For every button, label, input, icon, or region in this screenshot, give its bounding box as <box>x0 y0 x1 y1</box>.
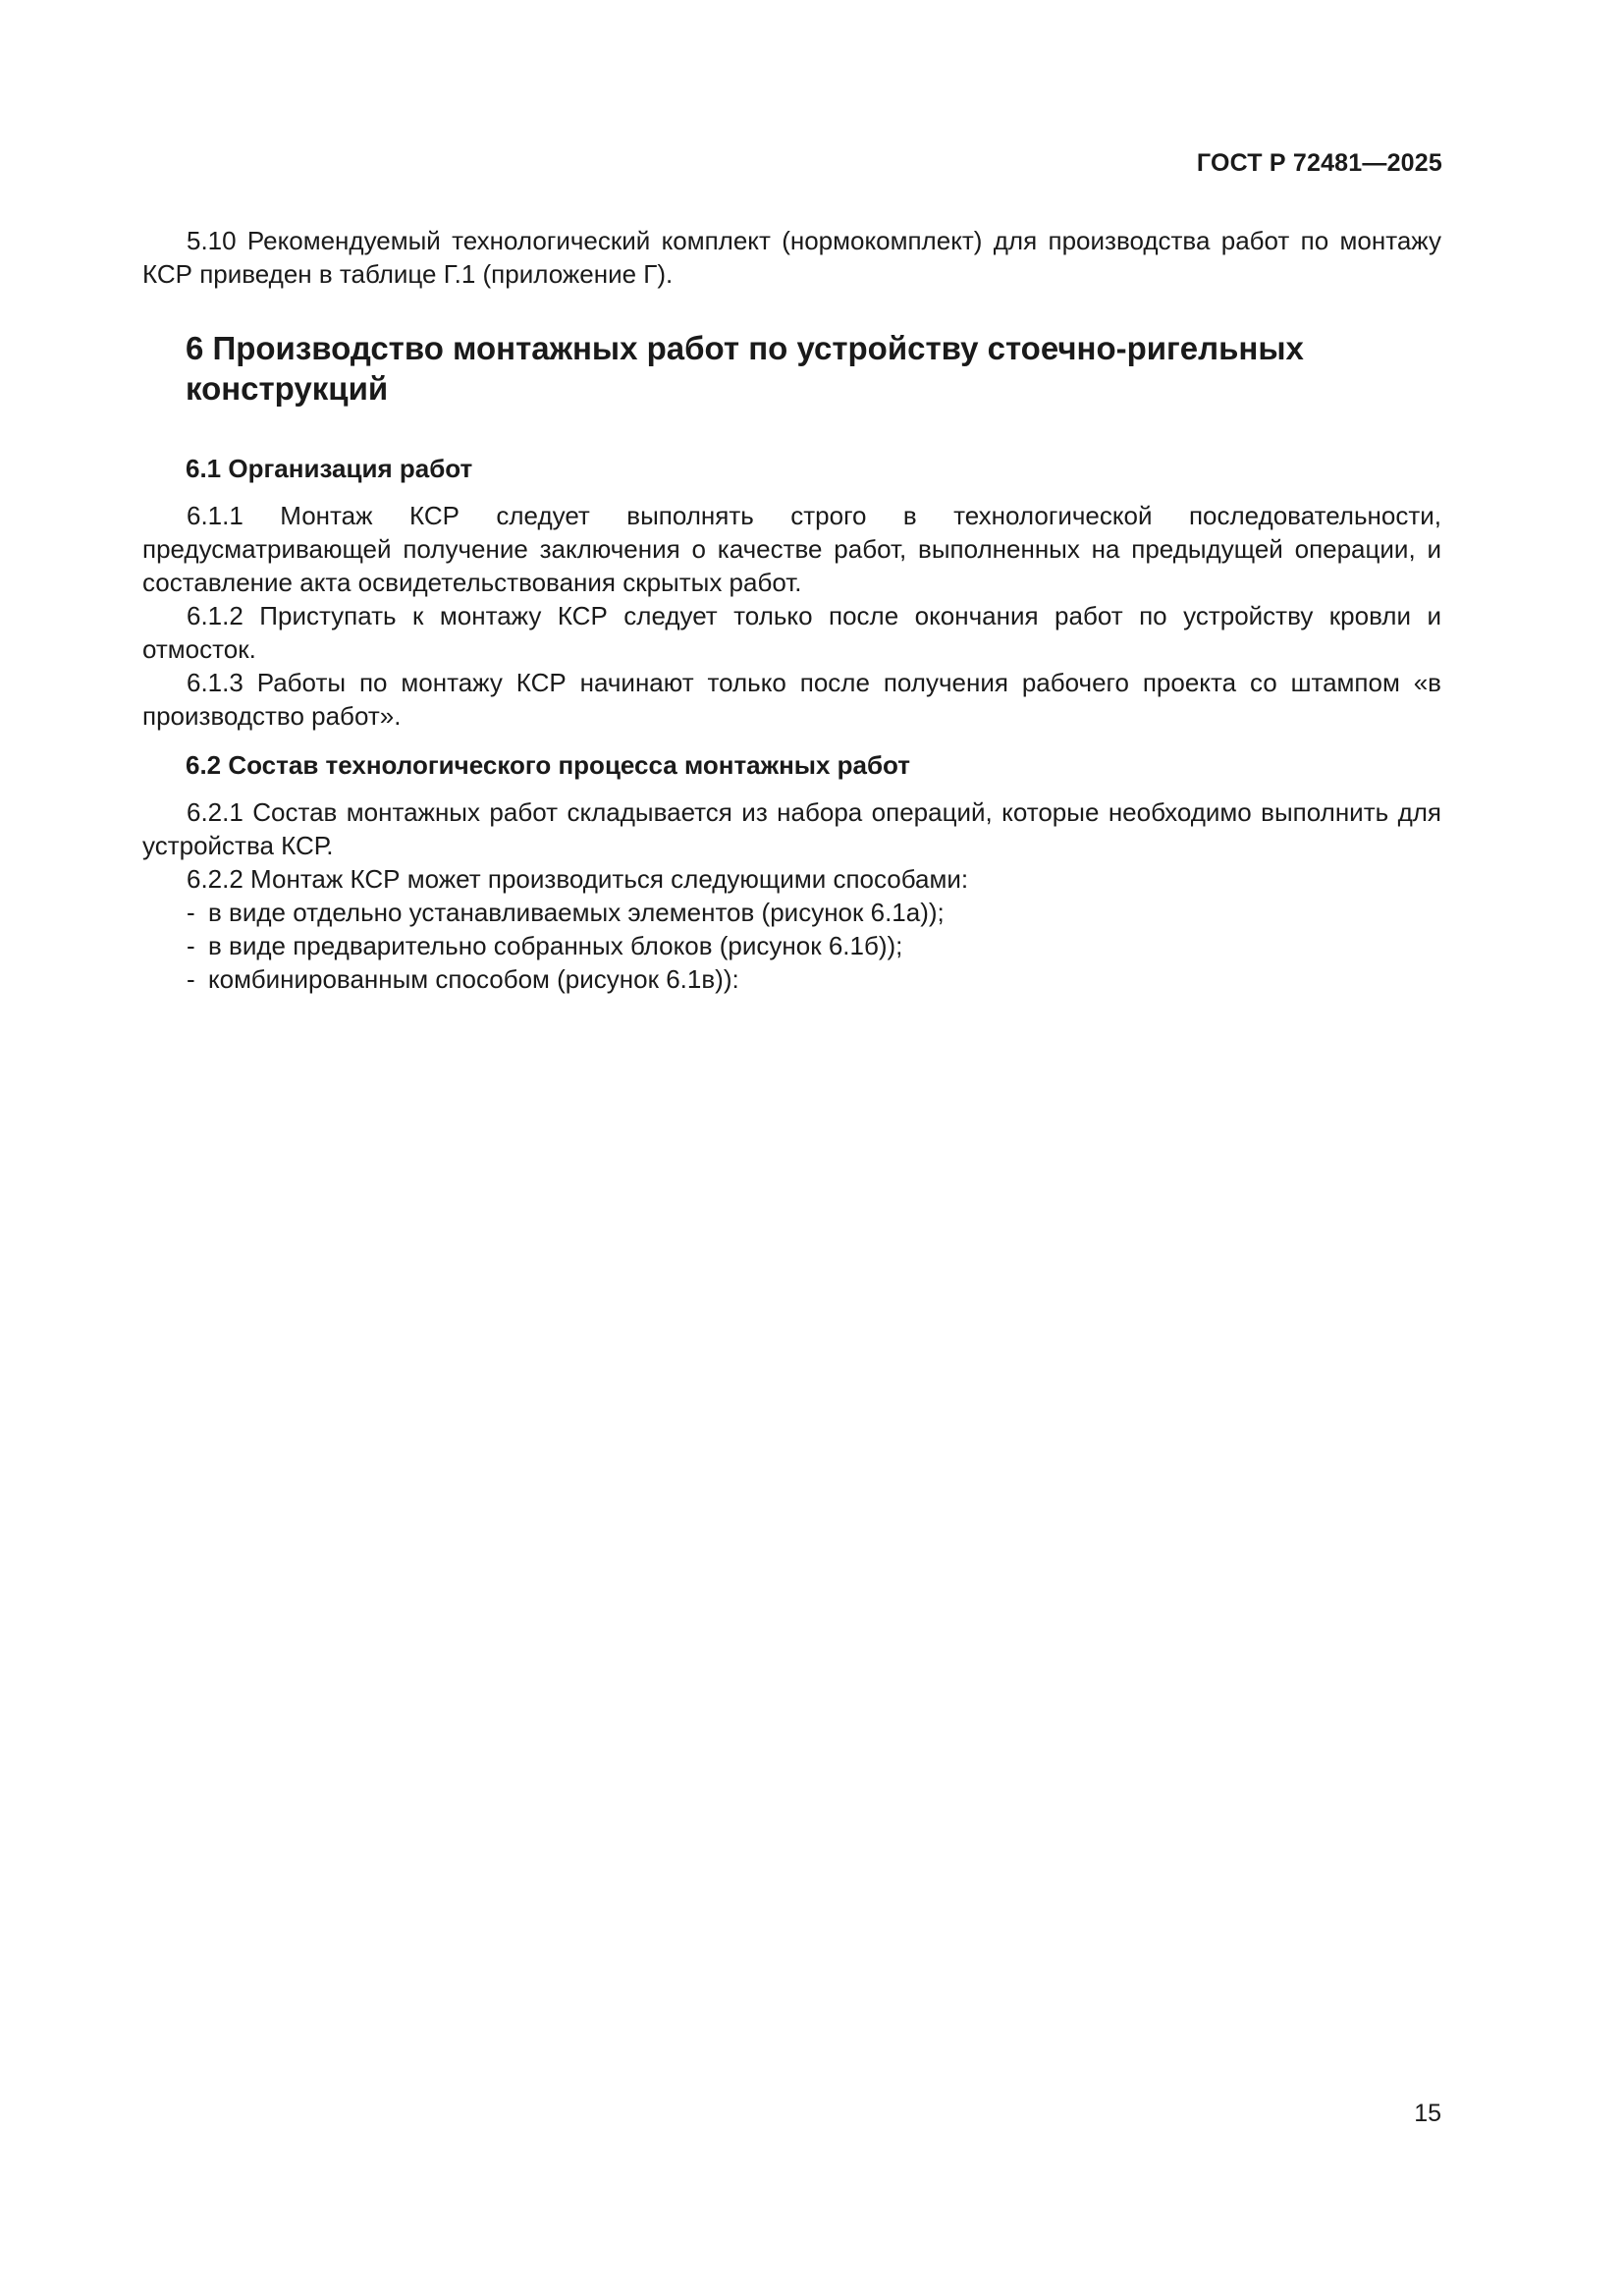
list-item-text: комбинированным способом (рисунок 6.1в)): <box>208 964 739 994</box>
paragraph-6-1-3: 6.1.3 Работы по монтажу КСР начинают только после получения рабочего проекта со штампом «в производство работ». <box>142 668 1441 731</box>
dash-bullet: - <box>187 898 195 927</box>
paragraph-6-1-2: 6.1.2 Приступать к монтажу КСР следует только после окончания работ по устройству кровли и отмосток. <box>142 601 1441 664</box>
paragraph-6-2-2: 6.2.2 Монтаж КСР может производиться следующими способами: <box>187 864 969 894</box>
list-item <box>142 962 1441 996</box>
list-item-text: в виде отдельно устанавливаемых элементов (рисунок 6.1а)); <box>208 898 945 927</box>
page-content <box>142 224 1441 996</box>
subsection-6-2-heading: 6.2 Состав технологического процесса монтажных работ <box>186 750 911 780</box>
list-item <box>142 929 1441 962</box>
paragraph-6-1-1: 6.1.1 Монтаж КСР следует выполнять строго в технологической последовательности, предусматривающей получение заключения о качестве работ, выполненных на предыдущей операции, и составление акта освидетельствования скрытых работ. <box>142 501 1441 597</box>
page-number: 15 <box>1414 2100 1441 2127</box>
list-item <box>142 896 1441 929</box>
paragraph-5-10: 5.10 Рекомендуемый технологический комплект (нормокомплект) для производства работ по монтажу КСР приведен в таблице Г.1 (приложение Г). <box>142 226 1441 289</box>
section-6-heading: 6 Производство монтажных работ по устройству стоечно-ригельных конструкций <box>186 330 1304 407</box>
paragraph-6-2-1: 6.2.1 Состав монтажных работ складывается из набора операций, которые необходимо выполнить для устройства КСР. <box>142 797 1441 860</box>
dash-bullet: - <box>187 964 195 994</box>
subsection-6-1-heading: 6.1 Организация работ <box>186 454 473 483</box>
list-item-text: в виде предварительно собранных блоков (рисунок 6.1б)); <box>208 931 903 960</box>
dash-bullet: - <box>187 931 195 960</box>
document-identifier: ГОСТ Р 72481—2025 <box>1196 149 1442 177</box>
method-list <box>142 896 1441 996</box>
